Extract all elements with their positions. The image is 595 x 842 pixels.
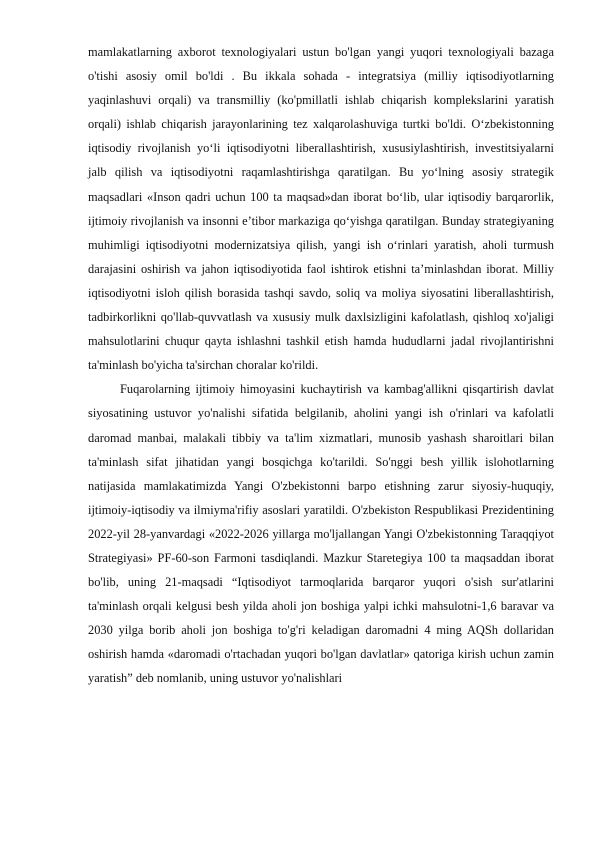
paragraph-1: mamlakatlarning axborot texnologiyalari ustun bo'lgan yangi yuqori texnologiyali bazaga o'tishi asosiy omil bo'ldi . Bu ikkala sohada - integratsiya (milliy iqtisodiyotlarning yaqinlashuvi orqali) va transmilliy (ko'pmillatli ishlab chiqarish komplekslarini yaratish orqali) ishlab chiqarish jarayonlarining tez xalqarolashuviga turtki bo'ldi. O‘zbekistonning iqtisodiy rivojlanish yo‘li iqtisodiyotni liberallashtirish, xususiylashtirish, investitsiyalarni jalb qilish va iqtisodiyotni raqamlashtirishga qaratilgan. Bu yo‘lning asosiy strategik maqsadlari «Inson qadri uchun 100 ta maqsad»dan iborat bo‘lib, ular iqtisodiy barqarorlik, ijtimoiy rivojlanish va insonni e’tibor markaziga qo‘yishga qaratilgan. Bunday strategiyaning muhimligi iqtisodiyotni modernizatsiya qilish, yangi ish o‘rinlari yaratish, aholi turmush darajasini oshirish va jahon iqtisodiyotida faol ishtirok etishni ta’minlashdan iborat. Milliy iqtisodiyotni isloh qilish borasida tashqi savdo, soliq va moliya siyosatini liberallashtirish, tadbirkorlikni qo'llab-quvvatlash va xususiy mulk daxlsizligini kafolatlash, qishloq xo'jaligi mahsulotlarini chuqur qayta ishlashni tashkil etish hamda hududlarni jadal rivojlantirishni ta'minlash bo'yicha ta'sirchan choralar ko'rildi. <box>88 45 554 373</box>
document-page <box>88 40 554 691</box>
paragraph-2: Fuqarolarning ijtimoiy himoyasini kuchaytirish va kambag'allikni qisqartirish davlat siyosatining ustuvor yo'nalishi sifatida belgilanib, aholini yangi ish o'rinlari va kafolatli daromad manbai, malakali tibbiy va ta'lim xizmatlari, munosib yashash sharoitlari bilan ta'minlash sifat jihatidan yangi bosqichga ko'tarildi. So'nggi besh yillik islohotlarning natijasida mamlakatimizda Yangi O'zbekistonni barpo etishning zarur siyosiy-huquqiy, ijtimoiy-iqtisodiy va ilmiyma'rifiy asoslari yaratildi. O'zbekiston Respublikasi Prezidentining 2022-yil 28-yanvardagi «2022-2026 yillarga mo'ljallangan Yangi O'zbekistonning Taraqqiyot Strategiyasi» PF-60-son Farmoni tasdiqlandi. Mazkur Staretegiya 100 ta maqsaddan iborat bo'lib, uning 21-maqsadi “Iqtisodiyot tarmoqlarida barqaror yuqori o'sish sur'atlarini ta'minlash orqali kelgusi besh yilda aholi jon boshiga yalpi ichki mahsulotni-1,6 baravar va 2030 yilga borib aholi jon boshiga to'g'ri keladigan daromadni 4 ming AQSh dollaridan oshirish hamda «daromadi o'rtachadan yuqori bo'lgan davlatlar» qatoriga kirish uchun zamin yaratish” deb nomlanib, uning ustuvor yo'nalishlari <box>88 382 554 686</box>
